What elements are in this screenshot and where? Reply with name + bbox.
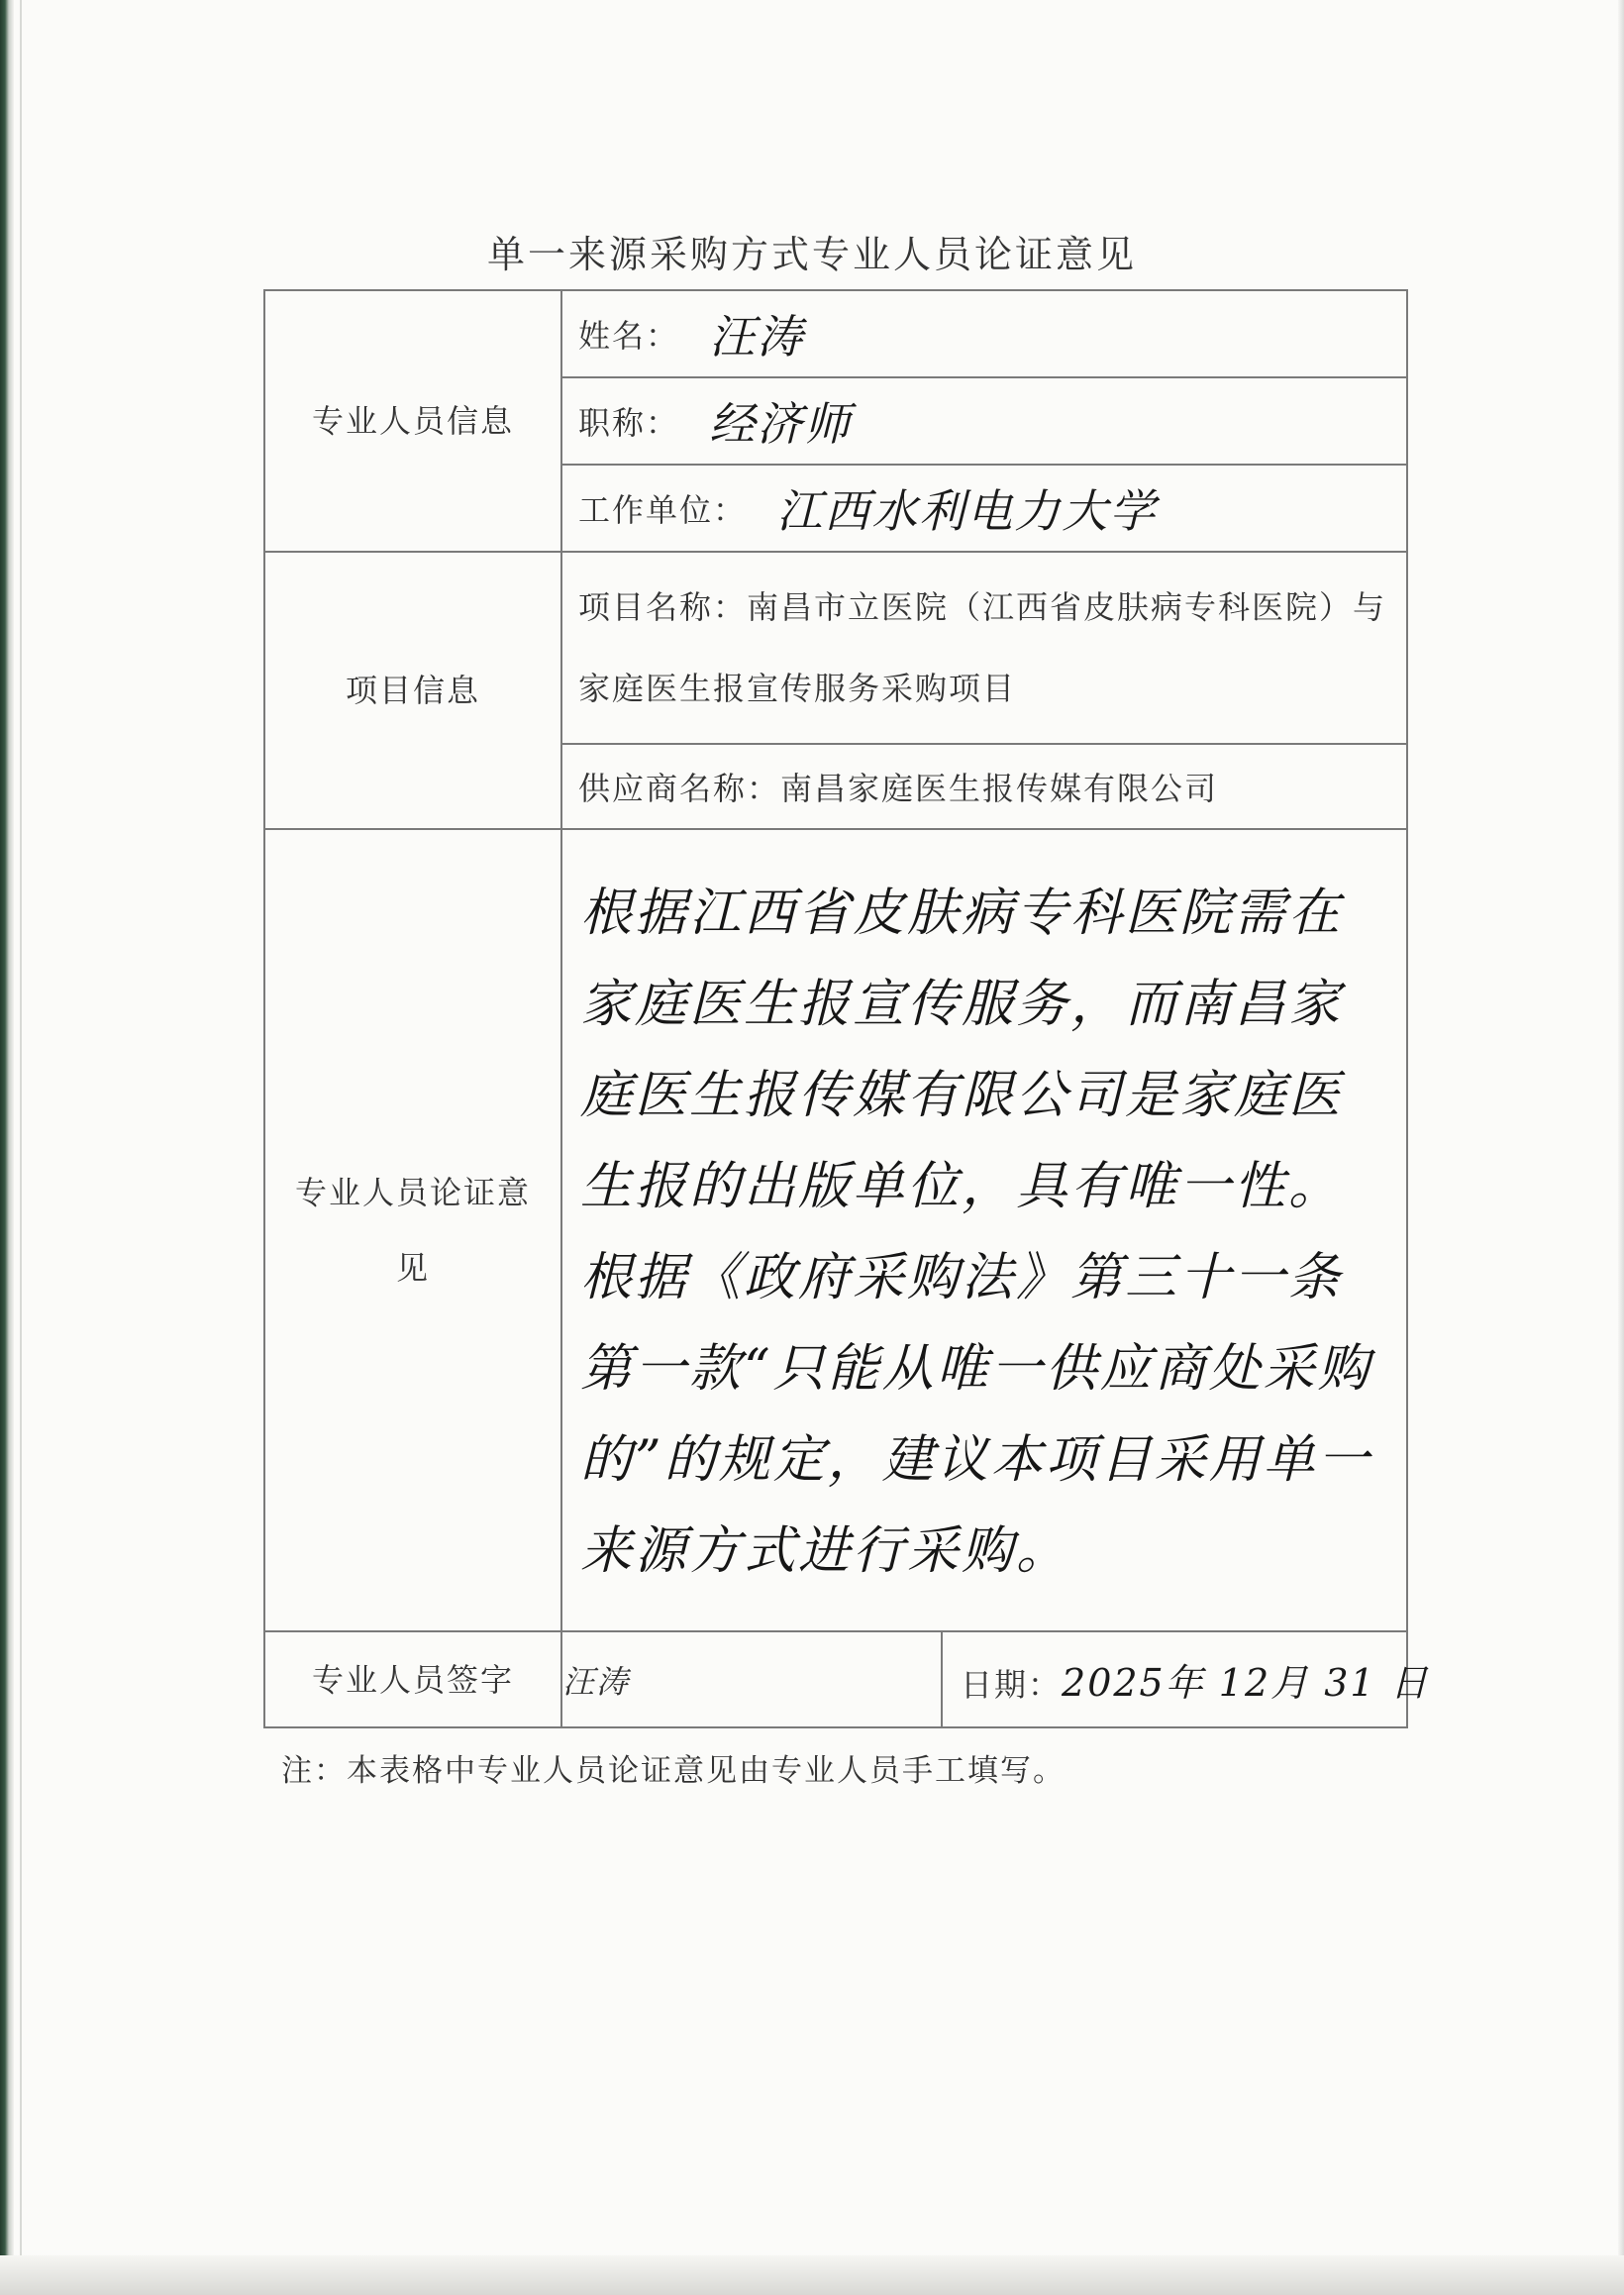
opinion-label: 专业人员论证意见: [264, 829, 561, 1631]
project-info-label: 项目信息: [264, 552, 561, 829]
employer-label: 工作单位：: [578, 491, 748, 529]
employer-handwritten: 江西水利电力大学: [776, 484, 1158, 538]
scan-page-edge: [20, 0, 22, 2295]
signature-handwritten: 汪涛: [561, 1631, 942, 1727]
scan-page-edge: [0, 2255, 1624, 2295]
project-name-field: 项目名称：南昌市立医院（江西省皮肤病专科医院）与家庭医生报宣传服务采购项目: [561, 552, 1407, 744]
document-title: 单一来源采购方式专业人员论证意见: [486, 233, 1137, 276]
scan-page-edge: [0, 0, 14, 2295]
opinion-handwritten-text: 根据江西省皮肤病专科医院需在家庭医生报宣传服务，而南昌家庭医生报传媒有限公司是家庭医生报的出版单位，具有唯一性。根据《政府采购法》第三十一条第一款“只能从唯一供应商处采购的”的规定，建议本项目采用单一来源方式进行采购。: [580, 884, 1372, 1581]
professional-title-field: [561, 377, 1407, 465]
expert-info-label: 专业人员信息: [264, 290, 561, 552]
scan-page-edge: [1618, 0, 1624, 2295]
opinion-row: [264, 829, 1407, 1631]
date-handwritten: 2025年 12月 31 日: [1062, 1661, 1430, 1705]
expert-opinion-form: [263, 289, 1430, 1728]
signature-label: 专业人员签字: [264, 1631, 561, 1727]
date-field: [942, 1631, 1430, 1727]
footnote: 注：本表格中专业人员论证意见由专业人员手工填写。: [281, 1753, 1066, 1789]
signature-row: [264, 1631, 1407, 1727]
professional-title-handwritten: 经济师: [709, 397, 853, 451]
supplier-field: 供应商名称：南昌家庭医生报传媒有限公司: [561, 744, 1407, 829]
name-row: [264, 290, 1407, 377]
employer-field: [561, 465, 1407, 552]
professional-title-label: 职称：: [578, 404, 680, 442]
name-field: [561, 290, 1407, 377]
name-handwritten: 汪涛: [709, 310, 805, 364]
name-label: 姓名：: [578, 317, 680, 355]
opinion-cell: [561, 829, 1407, 1631]
project-name-row: [264, 552, 1407, 744]
date-label: 日期：: [961, 1666, 1063, 1704]
